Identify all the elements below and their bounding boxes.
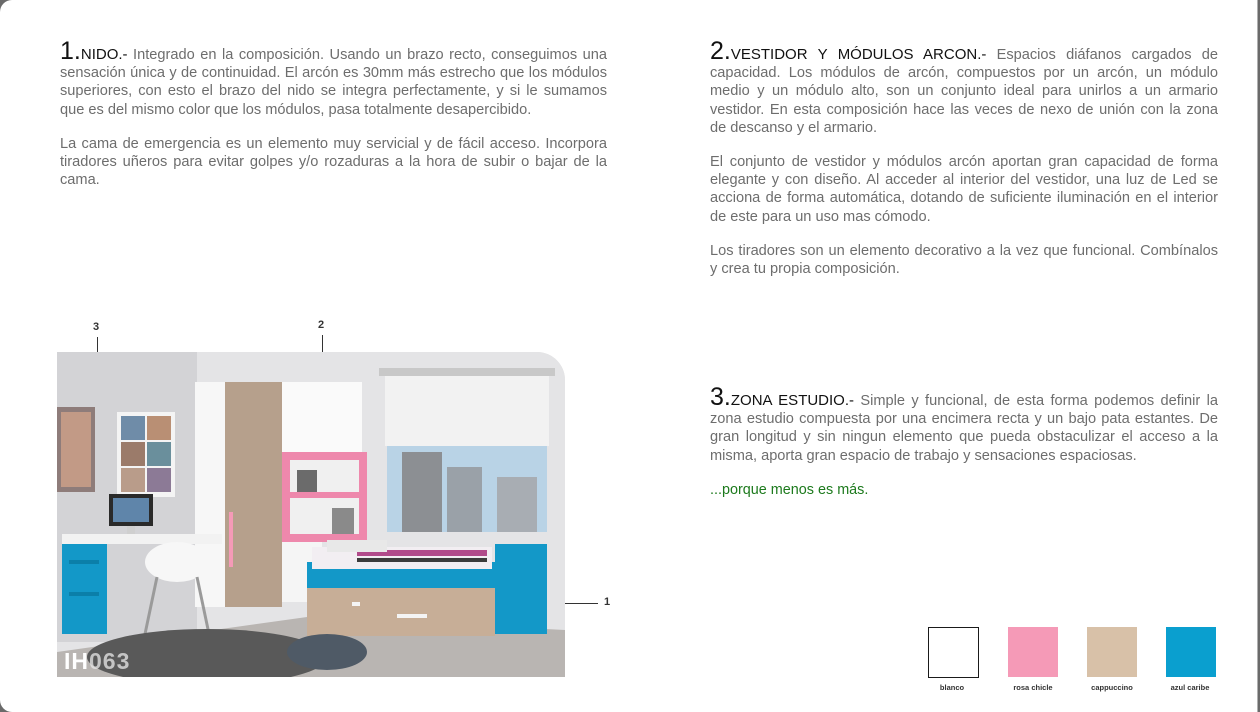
section-lead-text: Simple y funcional, de esta forma podemos definir la zona estudio compuesta por una encimera recta y un bajo pata estantes. De gran longitud y sin ningun elemento que pueda obstaculizar el acceso a la misma, aporta gran espacio de trabajo y sensaciones espaciosas. — [710, 393, 1219, 464]
swatch-label-azul-caribe: azul caribe — [1170, 683, 1210, 692]
section-vestidor — [710, 37, 1218, 294]
bedroom-illustration — [57, 352, 565, 677]
section-heading: NIDO.- — [80, 46, 128, 63]
section-vestidor-paragraph-3: Los tiradores son un elemento decorativo a la vez que funcional. Combínalos y crea tu propia composición. — [710, 242, 1218, 278]
swatch-label-blanco: blanco — [939, 683, 965, 692]
tagline: ...porque menos es más. — [710, 481, 869, 498]
section-vestidor-paragraph-1 — [710, 37, 1218, 137]
section-number: 2. — [710, 37, 731, 65]
section-lead-text: Integrado en la composición. Usando un brazo recto, conseguimos una sensación única y de continuidad. El arcón es 30mm más estrecho que los módulos superiores, con esto el brazo del nido se integra perfectamente, y si le sumamos que es del mismo color que los módulos, pasa totalmente desapercibido. — [60, 47, 607, 118]
section-nido-paragraph-2: La cama de emergencia es un elemento muy servicial y de fácil acceso. Incorpora tiradores uñeros para evitar golpes y/o rozaduras a la hora de subir o bajar de la cama. — [60, 135, 607, 189]
model-code-number: 063 — [89, 648, 131, 674]
swatch-rosa-chicle — [1008, 627, 1058, 677]
section-vestidor-paragraph-2: El conjunto de vestidor y módulos arcón aportan gran capacidad de forma elegante y con diseño. Al acceder al interior del vestidor, una luz de Led se acciona de forma automática, dotando de suficiente iluminación en el interior de este para un uso mas cómodo. — [710, 154, 1218, 225]
section-heading: VESTIDOR Y MÓDULOS ARCON.- — [730, 46, 987, 63]
section-number: 3. — [710, 383, 731, 411]
bedroom-photo — [57, 352, 565, 677]
swatch-label-cappuccino: cappuccino — [1091, 683, 1133, 692]
section-number: 1. — [60, 37, 81, 65]
callout-number-2: 2 — [318, 319, 325, 331]
swatch-label-rosa-chicle: rosa chicle — [1013, 683, 1053, 692]
model-code-prefix: IH — [64, 648, 89, 674]
section-heading: ZONA ESTUDIO.- — [730, 392, 855, 409]
section-nido — [60, 37, 607, 205]
section-estudio — [710, 383, 1219, 515]
swatch-azul-caribe — [1166, 627, 1216, 677]
swatch-blanco — [928, 627, 979, 678]
section-nido-paragraph-1 — [60, 37, 607, 119]
section-estudio-paragraph-1 — [710, 383, 1219, 465]
model-code — [64, 648, 130, 675]
swatch-cappuccino — [1087, 627, 1137, 677]
section-lead-text: Espacios diáfanos cargados de capacidad. Los módulos de arcón, compuestos por un arcón, un módulo medio y un módulo alto, son un conjunto ideal para unirlos a un armario vestidor. En esta composición hace las veces de nexo de unión con la zona de descanso y el armario. — [710, 47, 1218, 136]
callout-number-3: 3 — [93, 321, 100, 333]
callout-number-1: 1 — [604, 596, 611, 608]
